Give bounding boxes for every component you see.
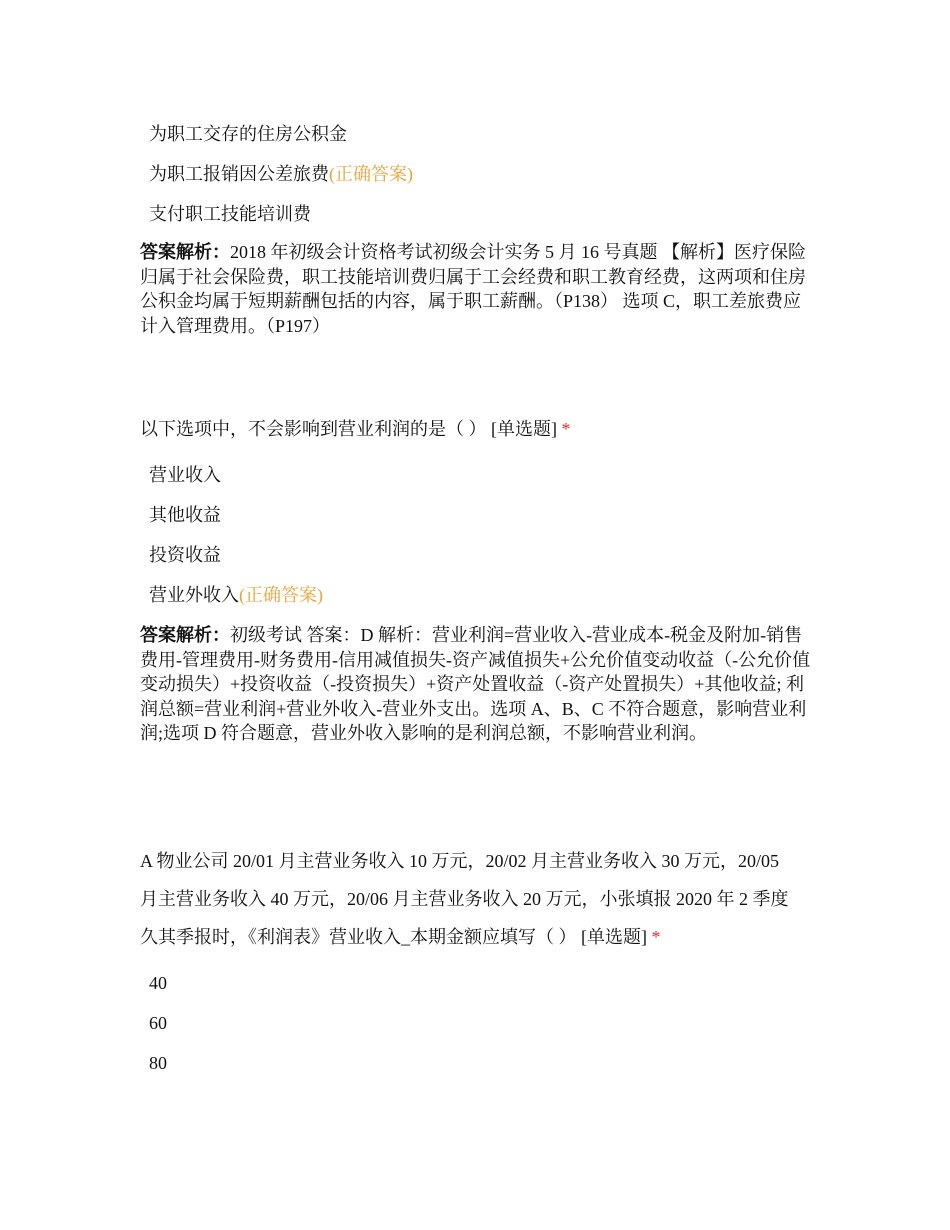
q1-option-b-text: 为职工报销因公差旅费 <box>149 164 329 184</box>
q3-option-b[interactable] <box>149 1011 167 1035</box>
q1-option-b-correct-mark: (正确答案) <box>329 164 413 184</box>
q2-analysis <box>140 623 812 746</box>
q3-option-c[interactable] <box>149 1051 167 1075</box>
q3-question-line-2: 月主营业务收入 40 万元，20/06 月主营业务收入 20 万元，小张填报 2020 年 2 季度 <box>140 889 789 909</box>
q2-analysis-label: 答案解析： <box>140 625 230 645</box>
q2-option-c-text: 投资收益 <box>149 545 221 565</box>
q3-option-b-text: 60 <box>149 1013 167 1033</box>
q1-option-a[interactable] <box>149 122 347 146</box>
q1-option-c-text: 支付职工技能培训费 <box>149 204 311 224</box>
q2-question-text: 以下选项中，不会影响到营业利润的是（ ） [单选题] <box>140 419 557 439</box>
q3-option-a-text: 40 <box>149 973 167 993</box>
q3-option-c-text: 80 <box>149 1053 167 1073</box>
q2-option-c[interactable] <box>149 543 221 567</box>
q3-question <box>140 842 812 956</box>
q3-required-mark: * <box>651 927 661 947</box>
q3-option-a[interactable] <box>149 971 167 995</box>
q1-option-c[interactable] <box>149 202 311 226</box>
q2-option-b[interactable] <box>149 503 221 527</box>
q3-question-line-3 <box>140 918 812 956</box>
q1-analysis-label: 答案解析： <box>140 242 230 262</box>
q1-option-b[interactable] <box>149 162 413 186</box>
q1-analysis-text: 2018 年初级会计资格考试初级会计实务 5 月 16 号真题 【解析】医疗保险归属于社会保险费，职工技能培训费归属于工会经费和职工教育经费，这两项和住房公积金均属于短期薪酬包括的内容，属于职工薪酬。（P138） 选项 C，职工差旅费应计入管理费用。（P197） <box>140 242 806 336</box>
q2-question <box>140 417 812 441</box>
q2-option-d[interactable] <box>149 583 323 607</box>
q2-option-d-text: 营业外收入 <box>149 585 239 605</box>
q3-question-line-1: A 物业公司 20/01 月主营业务收入 10 万元，20/02 月主营业务收入 30 万元，20/05 <box>140 851 780 871</box>
q2-option-a[interactable] <box>149 463 221 487</box>
q1-option-a-text: 为职工交存的住房公积金 <box>149 124 347 144</box>
q2-required-mark: * <box>561 419 571 439</box>
q2-option-d-correct-mark: (正确答案) <box>239 585 323 605</box>
q3-question-line-3-text: 久其季报时，《利润表》营业收入_本期金额应填写（ ） [单选题] <box>140 927 647 947</box>
q2-option-b-text: 其他收益 <box>149 505 221 525</box>
q1-analysis <box>140 240 812 338</box>
q2-option-a-text: 营业收入 <box>149 465 221 485</box>
q2-analysis-text: 初级考试 答案：D 解析：营业利润=营业收入-营业成本-税金及附加-销售费用-管理费用-财务费用-信用减值损失-资产减值损失+公允价值变动收益（-公允价值变动损失）+投资收益（-投资损失）+资产处置收益（-资产处置损失）+其他收益; 利润总额=营业利润+营业外收入-营业外支出。选项 A、B、C 不符合题意，影响营业利润;选项 D 符合题意，营业外收入影响的是利润总额，不影响营业利润。 <box>140 625 811 743</box>
